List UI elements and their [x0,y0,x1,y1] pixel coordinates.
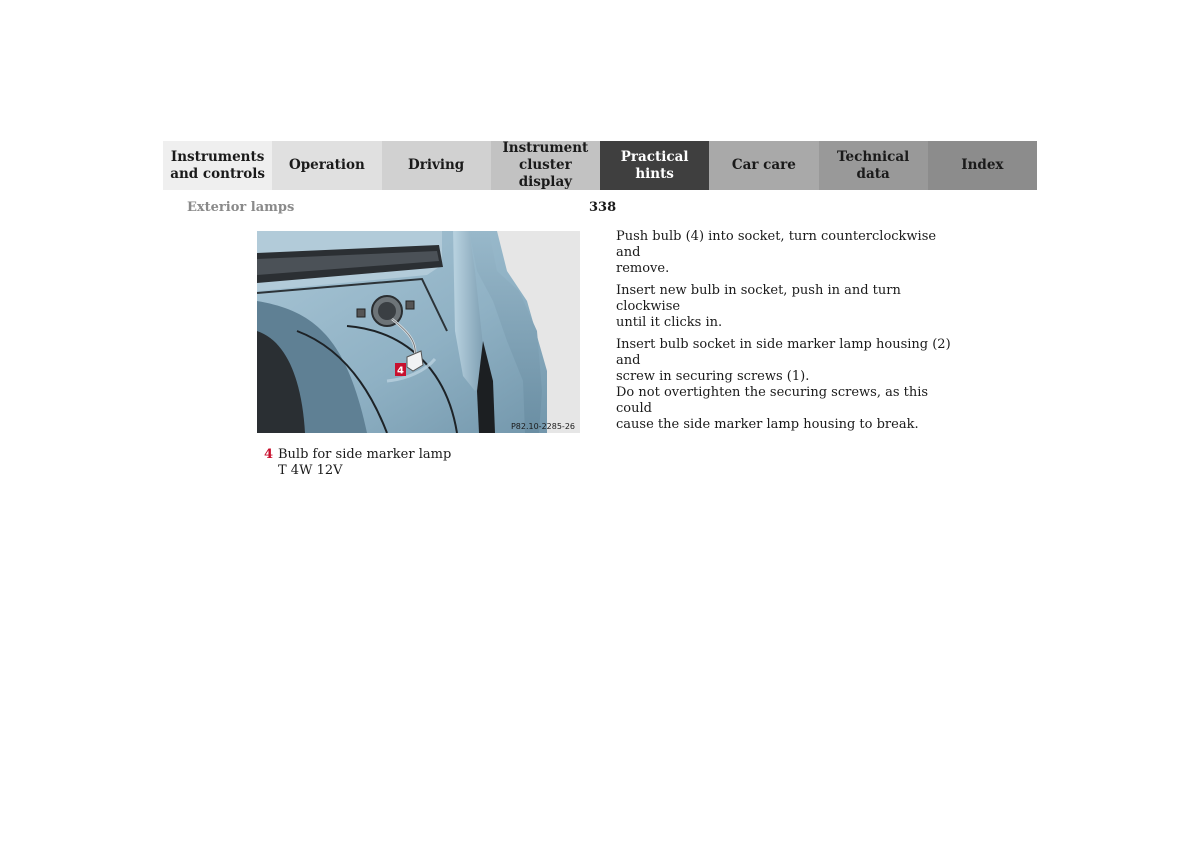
figure-callout-4: 4 [397,365,404,377]
figure-caption [264,447,451,479]
tab-practical-hints[interactable]: Practical hints [600,141,709,190]
instruction-step [616,283,956,331]
page-number: 338 [589,200,617,215]
instructions [616,229,956,439]
tab-instrument-cluster-display[interactable]: Instrument cluster display [491,141,600,190]
caption-number: 4 [264,447,274,462]
instruction-line: remove. [616,261,670,276]
figure-code: P82.10-2285-26 [510,422,575,431]
caption-text [278,447,451,479]
instruction-step [616,229,956,277]
tab-operation[interactable]: Operation [272,141,381,190]
tab-instruments-and-controls[interactable]: Instruments and controls [163,141,272,190]
instruction-line: cause the side marker lamp housing to break. [616,417,919,432]
section-title: Exterior lamps [187,200,295,215]
tab-technical-data[interactable]: Technical data [819,141,928,190]
instruction-line: Insert new bulb in socket, push in and turn clockwise [616,283,901,314]
caption-line: T 4W 12V [278,463,343,478]
instruction-line: Push bulb (4) into socket, turn counterclockwise and [616,229,937,260]
chapter-navigation [163,141,1037,190]
instruction-line: until it clicks in. [616,315,723,330]
instruction-line: screw in securing screws (1). [616,369,810,384]
tab-driving[interactable]: Driving [382,141,491,190]
tab-index[interactable]: Index [928,141,1037,190]
instruction-step [616,337,956,433]
caption-line: Bulb for side marker lamp [278,447,452,462]
instruction-line: Do not overtighten the securing screws, as this could [616,385,929,416]
instruction-line: Insert bulb socket in side marker lamp housing (2) and [616,337,951,368]
side-marker-lamp-illustration [257,231,580,433]
tab-car-care[interactable]: Car care [709,141,818,190]
